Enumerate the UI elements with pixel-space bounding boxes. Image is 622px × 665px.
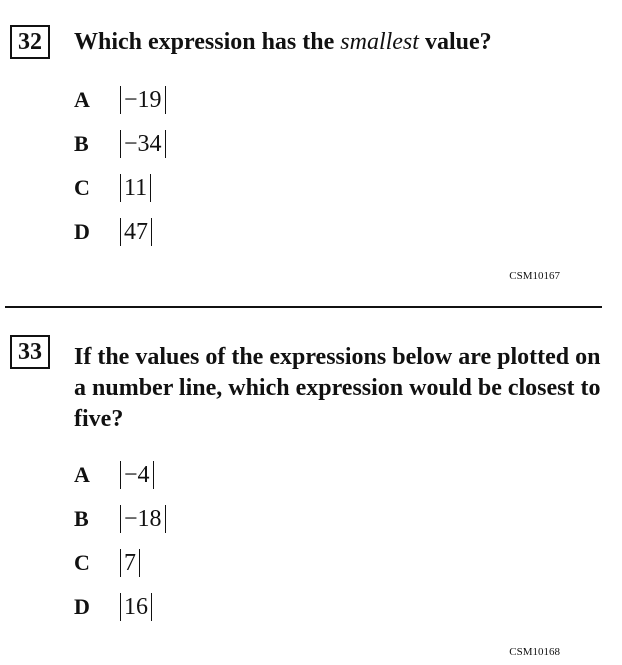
- absolute-value-expression: −4: [120, 461, 154, 489]
- answer-choices: [74, 453, 166, 629]
- choice-letter: D: [74, 219, 90, 244]
- question-32: [0, 0, 622, 300]
- section-divider: [5, 306, 602, 308]
- absolute-value-expression: 16: [120, 593, 152, 621]
- choice-letter: B: [74, 131, 89, 156]
- choice-c[interactable]: [74, 166, 166, 210]
- choice-a[interactable]: [74, 78, 166, 122]
- stem-text-end: value?: [418, 29, 492, 55]
- question-33: [0, 310, 622, 665]
- question-number: 33: [10, 335, 50, 369]
- choice-a[interactable]: [74, 453, 166, 497]
- choice-letter: D: [74, 594, 90, 619]
- choice-letter: B: [74, 506, 89, 531]
- question-stem: [74, 27, 609, 58]
- item-code: CSM10168: [509, 646, 560, 658]
- stem-emphasis: smallest: [340, 29, 419, 55]
- absolute-value-expression: −18: [120, 505, 166, 533]
- absolute-value-expression: 7: [120, 549, 140, 577]
- absolute-value-expression: −19: [120, 86, 166, 114]
- answer-choices: [74, 78, 166, 254]
- choice-letter: A: [74, 462, 90, 487]
- absolute-value-expression: 11: [120, 174, 151, 202]
- choice-letter: C: [74, 175, 90, 200]
- choice-d[interactable]: [74, 210, 166, 254]
- choice-b[interactable]: [74, 497, 166, 541]
- question-number: 32: [10, 25, 50, 59]
- stem-text-start: Which expression has the: [74, 29, 341, 55]
- choice-letter: A: [74, 87, 90, 112]
- item-code: CSM10167: [509, 270, 560, 282]
- absolute-value-expression: 47: [120, 218, 152, 246]
- question-stem: If the values of the expressions below are plotted on a number line, which expression would be closest to five?: [74, 344, 601, 432]
- choice-d[interactable]: [74, 585, 166, 629]
- choice-b[interactable]: [74, 122, 166, 166]
- choice-c[interactable]: [74, 541, 166, 585]
- choice-letter: C: [74, 550, 90, 575]
- absolute-value-expression: −34: [120, 130, 166, 158]
